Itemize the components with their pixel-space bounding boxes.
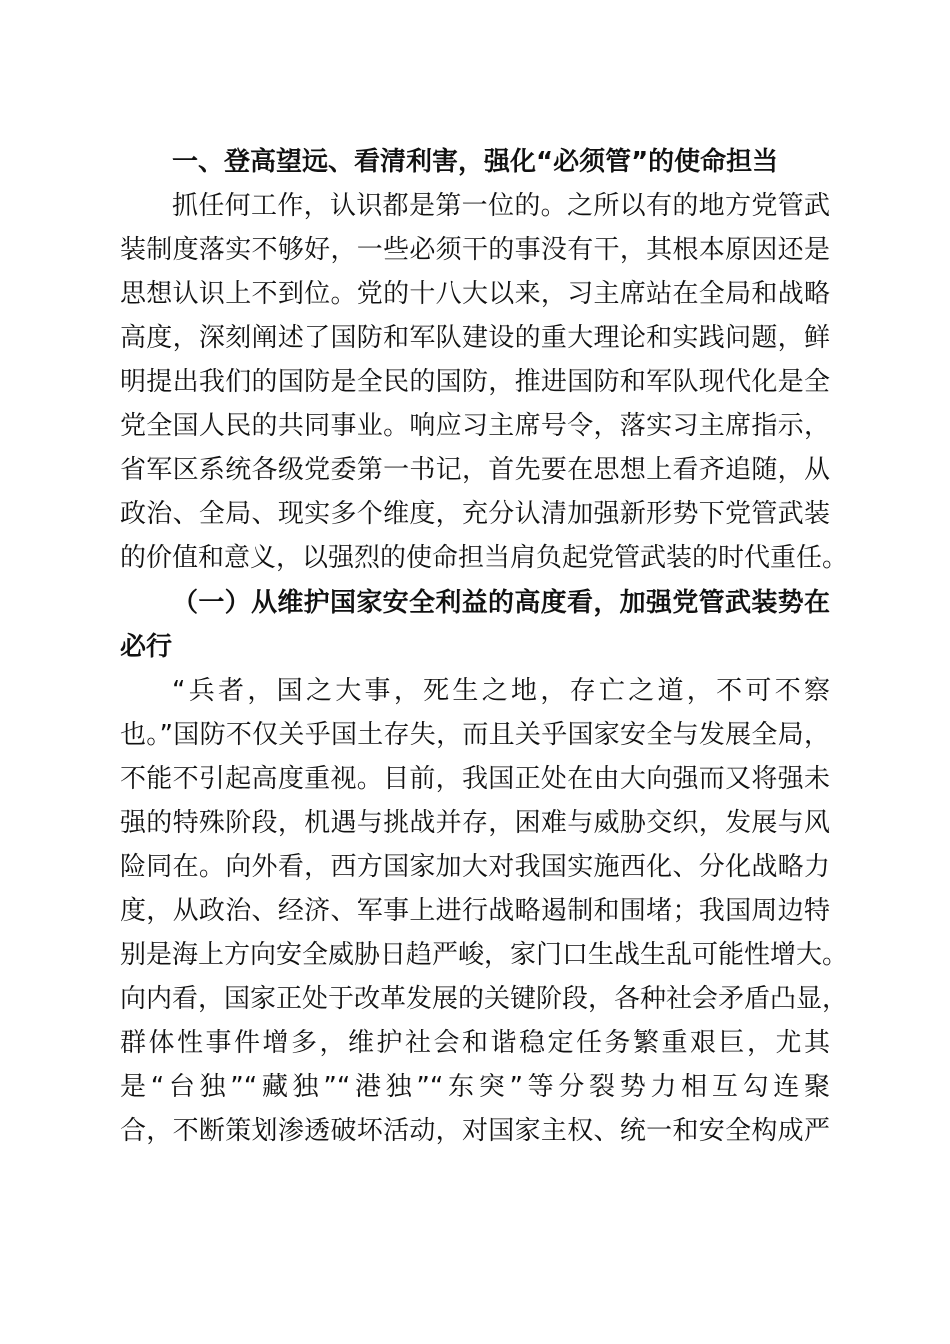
paragraph-line: 党全国人民的共同事业。响应习主席号令，落实习主席指示， — [120, 411, 830, 441]
paragraph-line: 明提出我们的国防是全民的国防，推进国防和军队现代化是全 — [120, 367, 830, 397]
paragraph-line: “兵者，国之大事，死生之地，存亡之道，不可不察 — [172, 676, 830, 706]
paragraph-line: 向内看，国家正处于改革发展的关键阶段，各种社会矛盾凸显， — [120, 984, 849, 1014]
paragraph-line: 度，从政治、经济、军事上进行战略遏制和围堵；我国周边特 — [120, 896, 830, 926]
section-heading: 一、登高望远、看清利害，强化“必须管”的使命担当 — [172, 147, 779, 177]
paragraph-line: 合，不断策划渗透破坏活动，对国家主权、统一和安全构成严 — [120, 1116, 830, 1146]
paragraph-line: 思想认识上不到位。党的十八大以来，习主席站在全局和战略 — [120, 279, 830, 309]
subsection-heading: （一）从维护国家安全利益的高度看，加强党管武装势在 — [172, 588, 830, 618]
paragraph-line: 也。”国防不仅关乎国土存失，而且关乎国家安全与发展全局， — [120, 720, 830, 750]
paragraph-line: 抓任何工作，认识都是第一位的。之所以有的地方党管武 — [172, 191, 830, 221]
paragraph-line: 群体性事件增多，维护社会和谐稳定任务繁重艰巨，尤其 — [120, 1028, 830, 1058]
paragraph-line: 险同在。向外看，西方国家加大对我国实施西化、分化战略力 — [120, 852, 830, 882]
paragraph-line: 高度，深刻阐述了国防和军队建设的重大理论和实践问题，鲜 — [120, 323, 830, 353]
paragraph-line: 政治、全局、现实多个维度，充分认清加强新形势下党管武装 — [120, 499, 830, 529]
paragraph-line: 不能不引起高度重视。目前，我国正处在由大向强而又将强未 — [120, 764, 830, 794]
paragraph-line: 的价值和意义，以强烈的使命担当肩负起党管武装的时代重任。 — [120, 543, 849, 573]
subsection-heading: 必行 — [120, 632, 173, 662]
paragraph-line: 省军区系统各级党委第一书记，首先要在思想上看齐追随，从 — [120, 455, 830, 485]
paragraph-line: 强的特殊阶段，机遇与挑战并存，困难与威胁交织，发展与风 — [120, 808, 830, 838]
paragraph-line: 别是海上方向安全威胁日趋严峻，家门口生战生乱可能性增大。 — [120, 940, 849, 970]
paragraph-line: 是“台独”“藏独”“港独”“东突”等分裂势力相互勾连聚 — [120, 1072, 830, 1102]
paragraph-line: 装制度落实不够好，一些必须干的事没有干，其根本原因还是 — [120, 235, 830, 265]
